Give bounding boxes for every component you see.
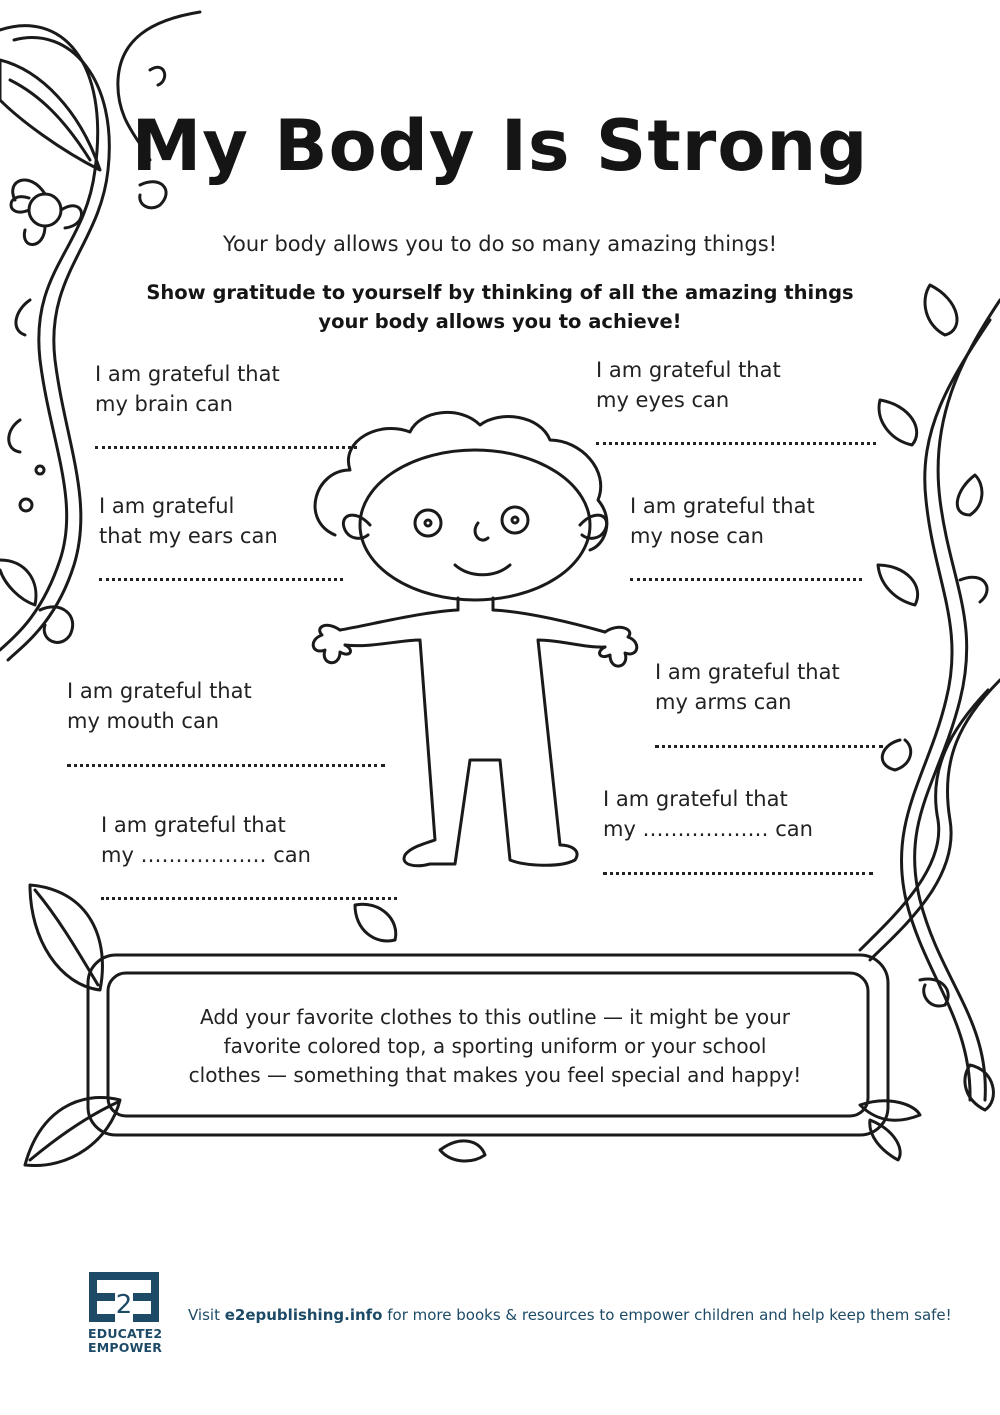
prompt-eyes-line-2: my eyes can <box>596 388 730 412</box>
clothes-note-line-1: Add your favorite clothes to this outline — it might be your <box>200 1005 790 1029</box>
prompt-brain <box>95 359 280 419</box>
prompt-arms-line-2: my arms can <box>655 690 792 714</box>
instruction-line-1: Show gratitude to yourself by thinking of all the amazing things <box>146 281 854 304</box>
prompt-mouth <box>67 676 252 736</box>
prompt-nose-line-1: I am grateful that <box>630 494 815 518</box>
prompt-custom-left <box>101 810 311 870</box>
prompt-nose-line-2: my nose can <box>630 524 764 548</box>
answer-line-mouth[interactable] <box>67 764 385 767</box>
prompt-eyes <box>596 355 781 415</box>
prompt-custom-right-line-1: I am grateful that <box>603 787 788 811</box>
clothes-note-line-3: clothes — something that makes you feel special and happy! <box>188 1063 802 1087</box>
prompt-eyes-line-1: I am grateful that <box>596 358 781 382</box>
prompt-custom-right-line-2: my ……………… can <box>603 817 813 841</box>
leaves-bottom-right <box>860 1101 920 1160</box>
clothes-note <box>110 1003 880 1090</box>
educate2empower-logo-text <box>88 1327 162 1355</box>
footer-rest: for more books & resources to empower children and help keep them safe! <box>382 1306 952 1324</box>
answer-line-arms[interactable] <box>655 745 883 748</box>
footer-link[interactable]: e2epublishing.info <box>224 1306 383 1324</box>
page-title: My Body Is Strong <box>131 105 869 187</box>
logo-line-1: EDUCATE2 <box>88 1326 163 1341</box>
answer-line-custom-left[interactable] <box>101 897 397 900</box>
instruction-line-2: your body allows you to achieve! <box>318 310 682 333</box>
answer-line-brain[interactable] <box>95 446 357 449</box>
e2e-logo-number: 2 <box>115 1290 133 1320</box>
vine-right <box>860 285 1000 1110</box>
instruction <box>100 278 900 336</box>
prompt-ears-line-2: that my ears can <box>99 524 278 548</box>
answer-line-eyes[interactable] <box>596 442 876 445</box>
prompt-ears <box>99 491 278 551</box>
footer-text <box>188 1306 952 1324</box>
footer-visit: Visit <box>188 1306 225 1324</box>
prompt-custom-left-line-2: my ……………… can <box>101 843 311 867</box>
prompt-custom-right <box>603 784 813 844</box>
logo-line-2: EMPOWER <box>88 1340 163 1355</box>
prompt-mouth-line-1: I am grateful that <box>67 679 252 703</box>
answer-line-ears[interactable] <box>99 578 343 581</box>
answer-line-nose[interactable] <box>630 578 862 581</box>
prompt-brain-line-1: I am grateful that <box>95 362 280 386</box>
prompt-custom-left-line-1: I am grateful that <box>101 813 286 837</box>
prompt-mouth-line-2: my mouth can <box>67 709 220 733</box>
clothes-note-line-2: favorite colored top, a sporting uniform or your school <box>223 1034 767 1058</box>
prompt-arms <box>655 657 840 717</box>
answer-line-custom-right[interactable] <box>603 872 873 875</box>
prompt-arms-line-1: I am grateful that <box>655 660 840 684</box>
prompt-brain-line-2: my brain can <box>95 392 233 416</box>
subtitle: Your body allows you to do so many amazing things! <box>222 232 778 256</box>
child-outline-figure <box>313 412 637 865</box>
prompt-ears-line-1: I am grateful <box>99 494 235 518</box>
prompt-nose <box>630 491 815 551</box>
